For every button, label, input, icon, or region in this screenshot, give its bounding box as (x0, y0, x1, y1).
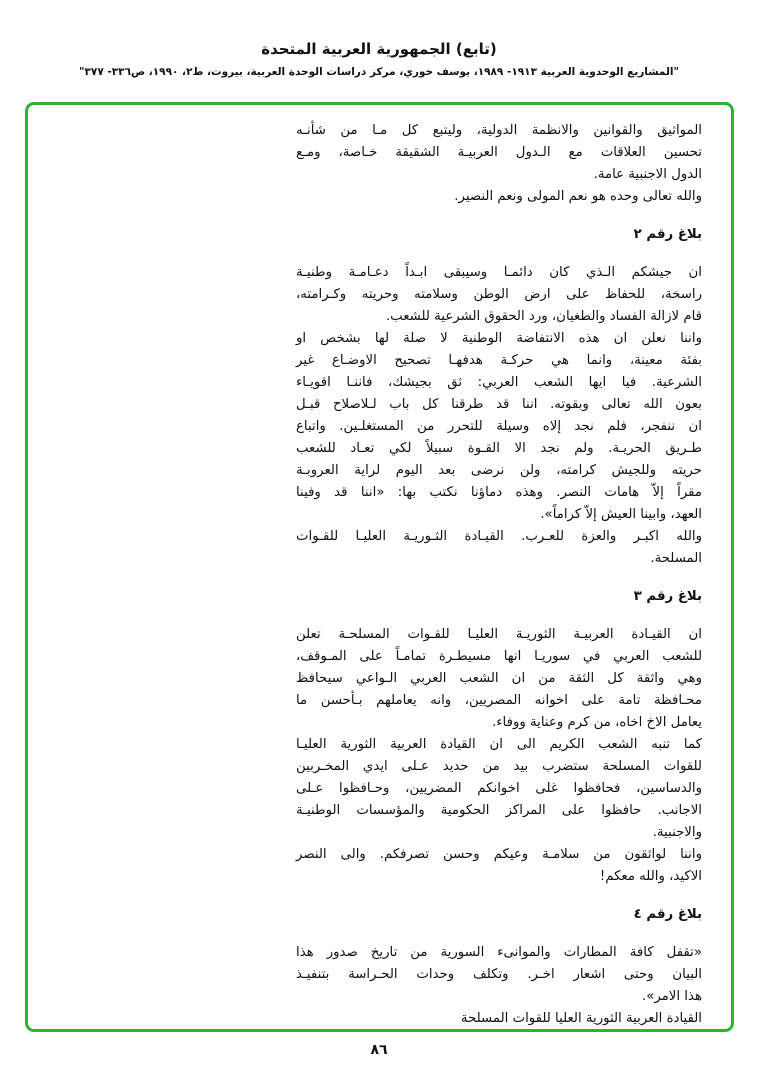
text-line: مقراً إلاّ هامات النصر. وهذه دماؤنا نكتب بها: «اننا قد وفينا (296, 485, 702, 500)
section-0 (296, 120, 702, 208)
text-line: كما تنبه الشعب الكريم الى ان القيادة العربية الثورية العليـا (296, 737, 702, 752)
section-3 (296, 904, 702, 1030)
text-line: القيادة العربية الثورية العليا للقوات المسلحة (460, 1011, 702, 1026)
text-line: راسخة، للحفاظ على ارض الوطن وسلامته وحريته وكـرامته، (296, 287, 702, 302)
text-line: والاجنبية. (652, 825, 702, 840)
text-line: يعامل الاخ اخاه، من كرم وعناية ووفاء. (492, 715, 702, 730)
text-line: الدول الاجنبية عامة. (593, 167, 702, 182)
text-line: للشعب العربي في سوريـا انها مسيطـرة تمامـاً على المـوقف، (296, 649, 702, 664)
text-line: هذا الامر». (641, 989, 702, 1004)
text-line: ان ننفجر، فلم نجد إلاه وسيلة للتحرر من المستغلـين. واتباع (296, 419, 702, 434)
text-line: قام لازالة الفساد والطغيان، ورد الحقوق الشرعية للشعب. (385, 309, 702, 324)
text-line: البيان وحتى اشعار اخـر. وتكلف وحدات الحـراسة بتنفيـذ (296, 967, 702, 982)
text-line: تحسين العلاقات مع الـدول العربيـة الشقيقة خـاصة، ومـع (296, 145, 702, 160)
text-line: واننا لواثقون من سلامـة وعيكم وحسن تصرفكم. والى النصر (296, 847, 702, 862)
text-line: وهي واثقة كل الثقة من ان الشعب العربي الـواعي سيحافظ (296, 671, 702, 686)
text-line: طـريق الحريـة. ولم نجد الا القـوة سبيلاً لكي تعـاد للشعب (296, 441, 702, 456)
text-line: للقوات المسلحة ستضرب بيد من حديد عـلى ايدي المخـربين (296, 759, 702, 774)
text-line: محـافظة تامة على اخوانه المصريين، وانه يعاملهم بـأحسن ما (296, 693, 702, 708)
page-number: ٨٦ (370, 1042, 388, 1058)
text-line: ان القيـادة العربيـة الثوريـة العليـا للقـوات المسلحـة تعلن (296, 627, 702, 642)
text-line: «تقفل كافة المطارات والموانىء السورية من تاريخ صدور هذا (296, 945, 702, 960)
text-line: الشرعية. فيا ايها الشعب العربي: ثق بجيشك، فاننـا اقويـاء (296, 375, 702, 390)
text-line: بعون الله تعالى وبقوته. اننا قد طرقنا كل باب لـلاصلاح قبـل (296, 397, 702, 412)
source-citation: "المشاريع الوحدوية العربية ١٩١٣- ١٩٨٩، يوسف خوري، مركز دراسات الوحدة العربية، بيروت، ط٢، ١٩٩٠، ص٣٣٦- ٣٧٧" (79, 66, 679, 78)
page-title: (تابع) الجمهورية العربية المتحدة (261, 40, 497, 58)
text-line: الاجانب. حافظوا على المراكز الحكومية والمؤسسات الوطنيـة (296, 803, 702, 818)
bulletin-heading: بلاغ رقم ٢ (633, 227, 702, 242)
text-line: والله تعالى وحده هو نعم المولى ونعم النصير. (454, 189, 702, 204)
text-line: والله اكبـر والعزة للعـرب. القيـادة الثـوريـة العليـا للقـوات (296, 529, 702, 544)
section-1 (296, 224, 702, 570)
bulletin-heading: بلاغ رقم ٤ (633, 907, 702, 922)
text-line: بفئة معينة، وانما هي حركـة هدفهـا تصحيح الاوضـاع غير (296, 353, 702, 368)
text-line: حريته وللجيش كرامته، ولن نرضى بعد اليوم لراية العروبـة (296, 463, 702, 478)
text-line: واننا نعلن ان هذه الانتفاضة الوطنية لا صلة لها بشخص او (296, 331, 702, 346)
text-line: ان جيشكم الـذي كان دائمـا وسيبقى ابـداً دعـامـة وطنيـة (296, 265, 702, 280)
bulletin-heading: بلاغ رقم ٣ (633, 589, 702, 604)
text-line: الاكيد، والله معكم! (599, 869, 702, 884)
text-line: والدساسين، فحافظوا غلى اخوانكم المضريين، وحـافظوا عـلى (296, 781, 702, 796)
text-line: المسلحة. (650, 551, 702, 566)
section-2 (296, 586, 702, 888)
text-line: العهد، وابينا العيش إلاّ كراماً». (540, 507, 702, 522)
text-line: المواثيق والقوانين والانظمة الدولية، وليتبع كل مـا من شأنـه (296, 123, 702, 138)
document-body (296, 120, 702, 1030)
